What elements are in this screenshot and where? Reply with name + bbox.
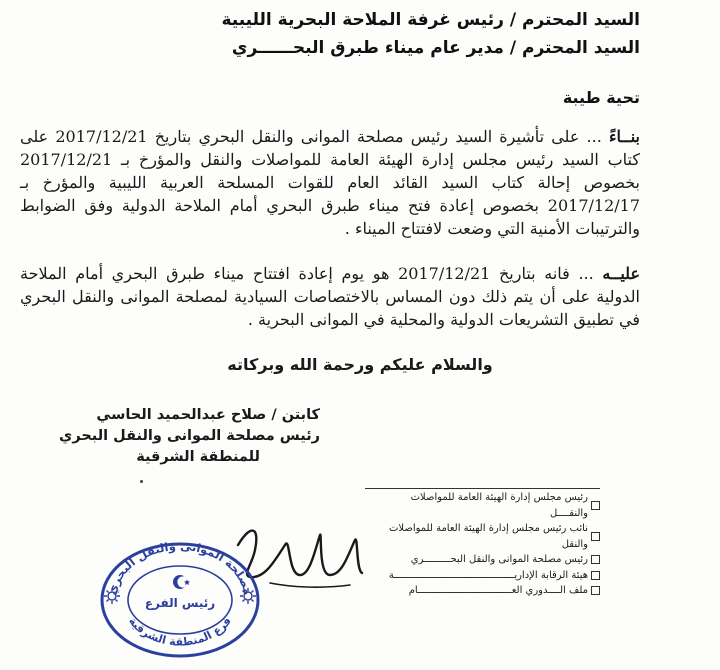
cc-item-label: نائب رئيس مجلس إدارة الهيئة العامة للمواصلات والنقل: [388, 523, 588, 550]
paragraph-2: [20, 262, 640, 331]
paragraph-2-lead: عليــه: [602, 264, 640, 283]
cc-item: [370, 583, 600, 599]
addressee-line-2: السيد المحترم / مدير عام ميناء طبرق البحــــــري: [231, 38, 640, 58]
checkbox-icon: [591, 555, 600, 564]
cc-item-label: رئيس مجلس إدارة الهيئة العامة للمواصلات والنقــــل: [410, 492, 588, 519]
checkbox-icon: [591, 571, 600, 580]
svg-text:فرع المنطقة الشرقية: [126, 615, 234, 649]
stamp-center-text: رئيس الفرع: [144, 596, 216, 610]
checkbox-icon: [591, 586, 600, 595]
crescent-star-icon: [173, 575, 190, 589]
paragraph-2-text: ... فانه بتاريخ 2017/12/21 هو يوم إعادة افتتاح ميناء طبرق البحري أمام الملاحة الدولية على أن يتم ذلك دون المساس بالاختصاصات السيادية لمصلحة الموانى والنقل البحري في تطبيق التشريعات الدولية والمحلية في الموانى البحرية .: [20, 264, 640, 329]
cc-item-label: هيئة الرقابة الإداريـــــــــــــــــــــــــــــــــــــــــة: [388, 569, 588, 581]
cc-item: [370, 568, 600, 584]
signature-title: رئيس مصلحة الموانى والنقل البحري: [59, 428, 320, 444]
paragraph-1-text: ... على تأشيرة السيد رئيس مصلحة الموانى والنقل البحري بتاريخ 2017/12/21 على كتاب السيد رئيس مجلس إدارة الهيئة العامة للمواصلات والنقل والمؤرخ بـ 2017/12/21 بخصوص إحالة كتاب السيد القائد العام للقوات المسلحة العربية الليبية والمؤرخ بـ 2017/12/17 بخصوص إعادة فتح ميناء طبرق البحري أمام الملاحة الدولية وفق الضوابط والترتيبات الأمنية التي وضعت لافتتاح الميناء .: [20, 127, 640, 238]
paragraph-1-lead: بنــاءً: [608, 127, 641, 146]
greeting: تحية طيبة: [562, 88, 640, 107]
stamp-outer-bottom: فرع المنطقة الشرقية: [126, 614, 234, 649]
signature-name: كابتن / صلاح عبدالحميد الحاسي: [96, 407, 320, 423]
addressee-line-1: السيد المحترم / رئيس غرفة الملاحة البحرية الليبية: [221, 10, 640, 30]
cc-item: [370, 521, 600, 552]
cc-divider: [365, 488, 600, 489]
paragraph-1: [20, 125, 640, 240]
closing-line: والسلام عليكم ورحمة الله وبركاته: [227, 355, 493, 374]
cc-item: [370, 490, 600, 521]
official-stamp: [95, 530, 265, 660]
cc-item: [370, 552, 600, 568]
stamp-outer-top: مصلحة الموانى والنقل البحري: [104, 538, 256, 597]
signature-region: للمنطقة الشرقية: [136, 449, 260, 465]
cc-list: [370, 490, 600, 599]
cc-item-label: رئيس مصلحة الموانى والنقل البحـــــــــري: [410, 554, 588, 565]
checkbox-icon: [591, 501, 600, 510]
ink-dot: [140, 480, 143, 483]
cc-item-label: ملف الــــدوري العــــــــــــــــــــــــــــــــام: [408, 585, 588, 596]
checkbox-icon: [591, 532, 600, 541]
